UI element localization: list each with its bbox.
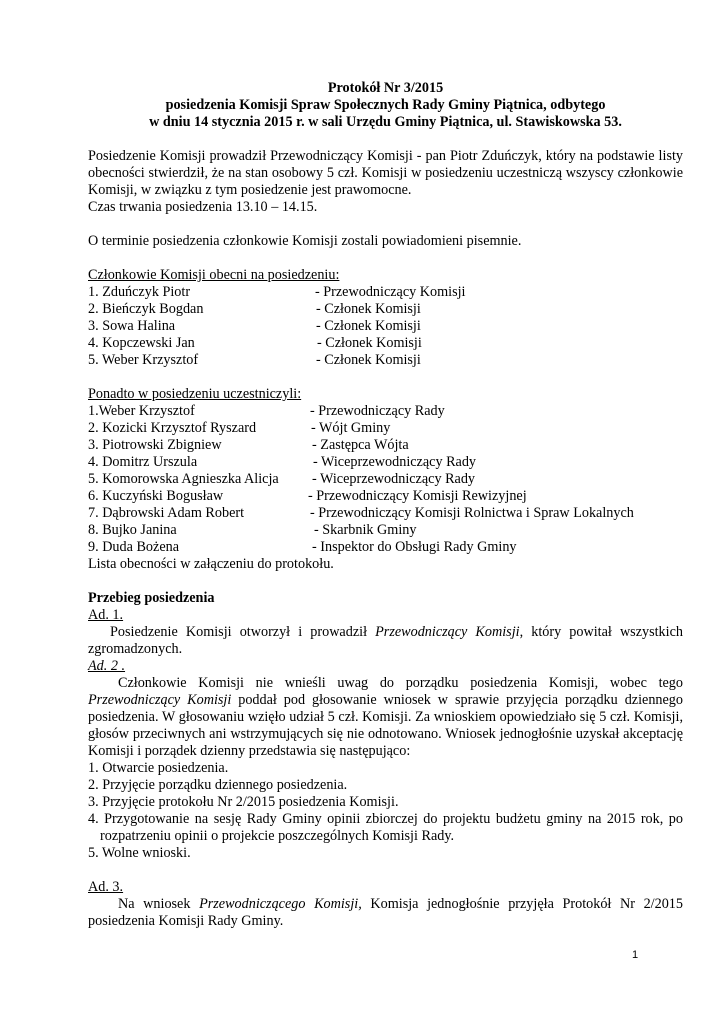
- members-heading: Członkowie Komisji obecni na posiedzeniu:: [88, 267, 340, 283]
- participants-heading: Ponadto w posiedzeniu uczestniczyli:: [88, 386, 302, 402]
- member-row: 5. Weber Krzysztof - Członek Komisji: [88, 352, 421, 368]
- participant-row: 3. Piotrowski Zbigniew - Zastępca Wójta: [88, 437, 409, 453]
- proceedings-heading: Przebieg posiedzenia: [88, 590, 215, 606]
- member-row: 3. Sowa Halina - Członek Komisji: [88, 318, 421, 334]
- ad1-paragraph: Posiedzenie Komisji otworzył i prowadził Przewodniczący Komisji, który powitał wszystkich zgromadzonych.: [88, 624, 683, 657]
- participant-row: 1.Weber Krzysztof - Przewodniczący Rady: [88, 403, 445, 419]
- agenda-item: 3. Przyjęcie protokołu Nr 2/2015 posiedzenia Komisji.: [88, 794, 399, 810]
- participant-row: 4. Domitrz Urszula - Wiceprzewodniczący Rady: [88, 454, 477, 470]
- agenda-item: 5. Wolne wnioski.: [88, 845, 191, 861]
- agenda-list: [88, 760, 683, 862]
- notice-paragraph: O terminie posiedzenia członkowie Komisji zostali powiadomieni pisemnie.: [88, 233, 522, 249]
- ad2-paragraph: Członkowie Komisji nie wnieśli uwag do porządku posiedzenia Komisji, wobec tego Przewodniczący Komisji poddał pod głosowanie wniosek w sprawie przyjęcia porządku dziennego posiedzenia. W głosowaniu wzięło udział 5 czł. Komisji. Za wnioskiem opowiedziało się 5 czł. Komisji, głosów przeciwnych ani wstrzymujących się nie odnotowano. Wniosek jednogłośnie uzyskał akceptację Komisji i porządek dzienny przedstawia się następująco:: [88, 675, 683, 759]
- protocol-subtitle: posiedzenia Komisji Spraw Społecznych Rady Gminy Piątnica, odbytego: [165, 97, 606, 113]
- protocol-date-place: w dniu 14 stycznia 2015 r. w sali Urzędu Gminy Piątnica, ul. Stawiskowska 53.: [149, 114, 622, 130]
- participant-row: 6. Kuczyński Bogusław - Przewodniczący Komisji Rewizyjnej: [88, 488, 527, 504]
- agenda-item: 4. Przygotowanie na sesję Rady Gminy opinii zbiorczej do projektu budżetu gminy na 2015 rok, po rozpatrzeniu opinii o projekcie poszczególnych Komisji Rady.: [88, 811, 683, 844]
- ad3-paragraph: Na wniosek Przewodniczącego Komisji, Komisja jednogłośnie przyjęła Protokół Nr 2/2015 posiedzenia Komisji Rady Gminy.: [88, 896, 683, 929]
- ad2-label: Ad. 2 .: [88, 658, 126, 674]
- member-row: 1. Zduńczyk Piotr - Przewodniczący Komisji: [88, 284, 466, 300]
- participant-row: 8. Bujko Janina - Skarbnik Gminy: [88, 522, 417, 538]
- member-row: 4. Kopczewski Jan - Członek Komisji: [88, 335, 422, 351]
- ad1-label: Ad. 1.: [88, 607, 124, 623]
- participant-row: 5. Komorowska Agnieszka Alicja - Wiceprzewodniczący Rady: [88, 471, 476, 487]
- ad3-label: Ad. 3.: [88, 879, 124, 895]
- participant-row: 2. Kozicki Krzysztof Ryszard - Wójt Gminy: [88, 420, 391, 436]
- meeting-duration: Czas trwania posiedzenia 13.10 – 14.15.: [88, 199, 318, 215]
- intro-paragraph: Posiedzenie Komisji prowadził Przewodniczący Komisji - pan Piotr Zduńczyk, który na podstawie listy obecności stwierdził, że na stan osobowy 5 czł. Komisji w posiedzeniu uczestniczą wszyscy członkowie Komisji, w związku z tym posiedzenie jest prawomocne.: [88, 148, 683, 198]
- agenda-item: 2. Przyjęcie porządku dziennego posiedzenia.: [88, 777, 348, 793]
- protocol-title: Protokół Nr 3/2015: [327, 80, 444, 96]
- page-number: 1: [632, 949, 639, 961]
- agenda-item: 1. Otwarcie posiedzenia.: [88, 760, 229, 776]
- attendance-note: Lista obecności w załączeniu do protokołu.: [88, 556, 334, 572]
- participant-row: 9. Duda Bożena - Inspektor do Obsługi Rady Gminy: [88, 539, 517, 555]
- member-row: 2. Bieńczyk Bogdan - Członek Komisji: [88, 301, 421, 317]
- members-list: [88, 284, 683, 369]
- participant-row: 7. Dąbrowski Adam Robert - Przewodniczący Komisji Rolnictwa i Spraw Lokalnych: [88, 505, 634, 521]
- participants-list: [88, 403, 683, 556]
- document-page: [88, 80, 683, 930]
